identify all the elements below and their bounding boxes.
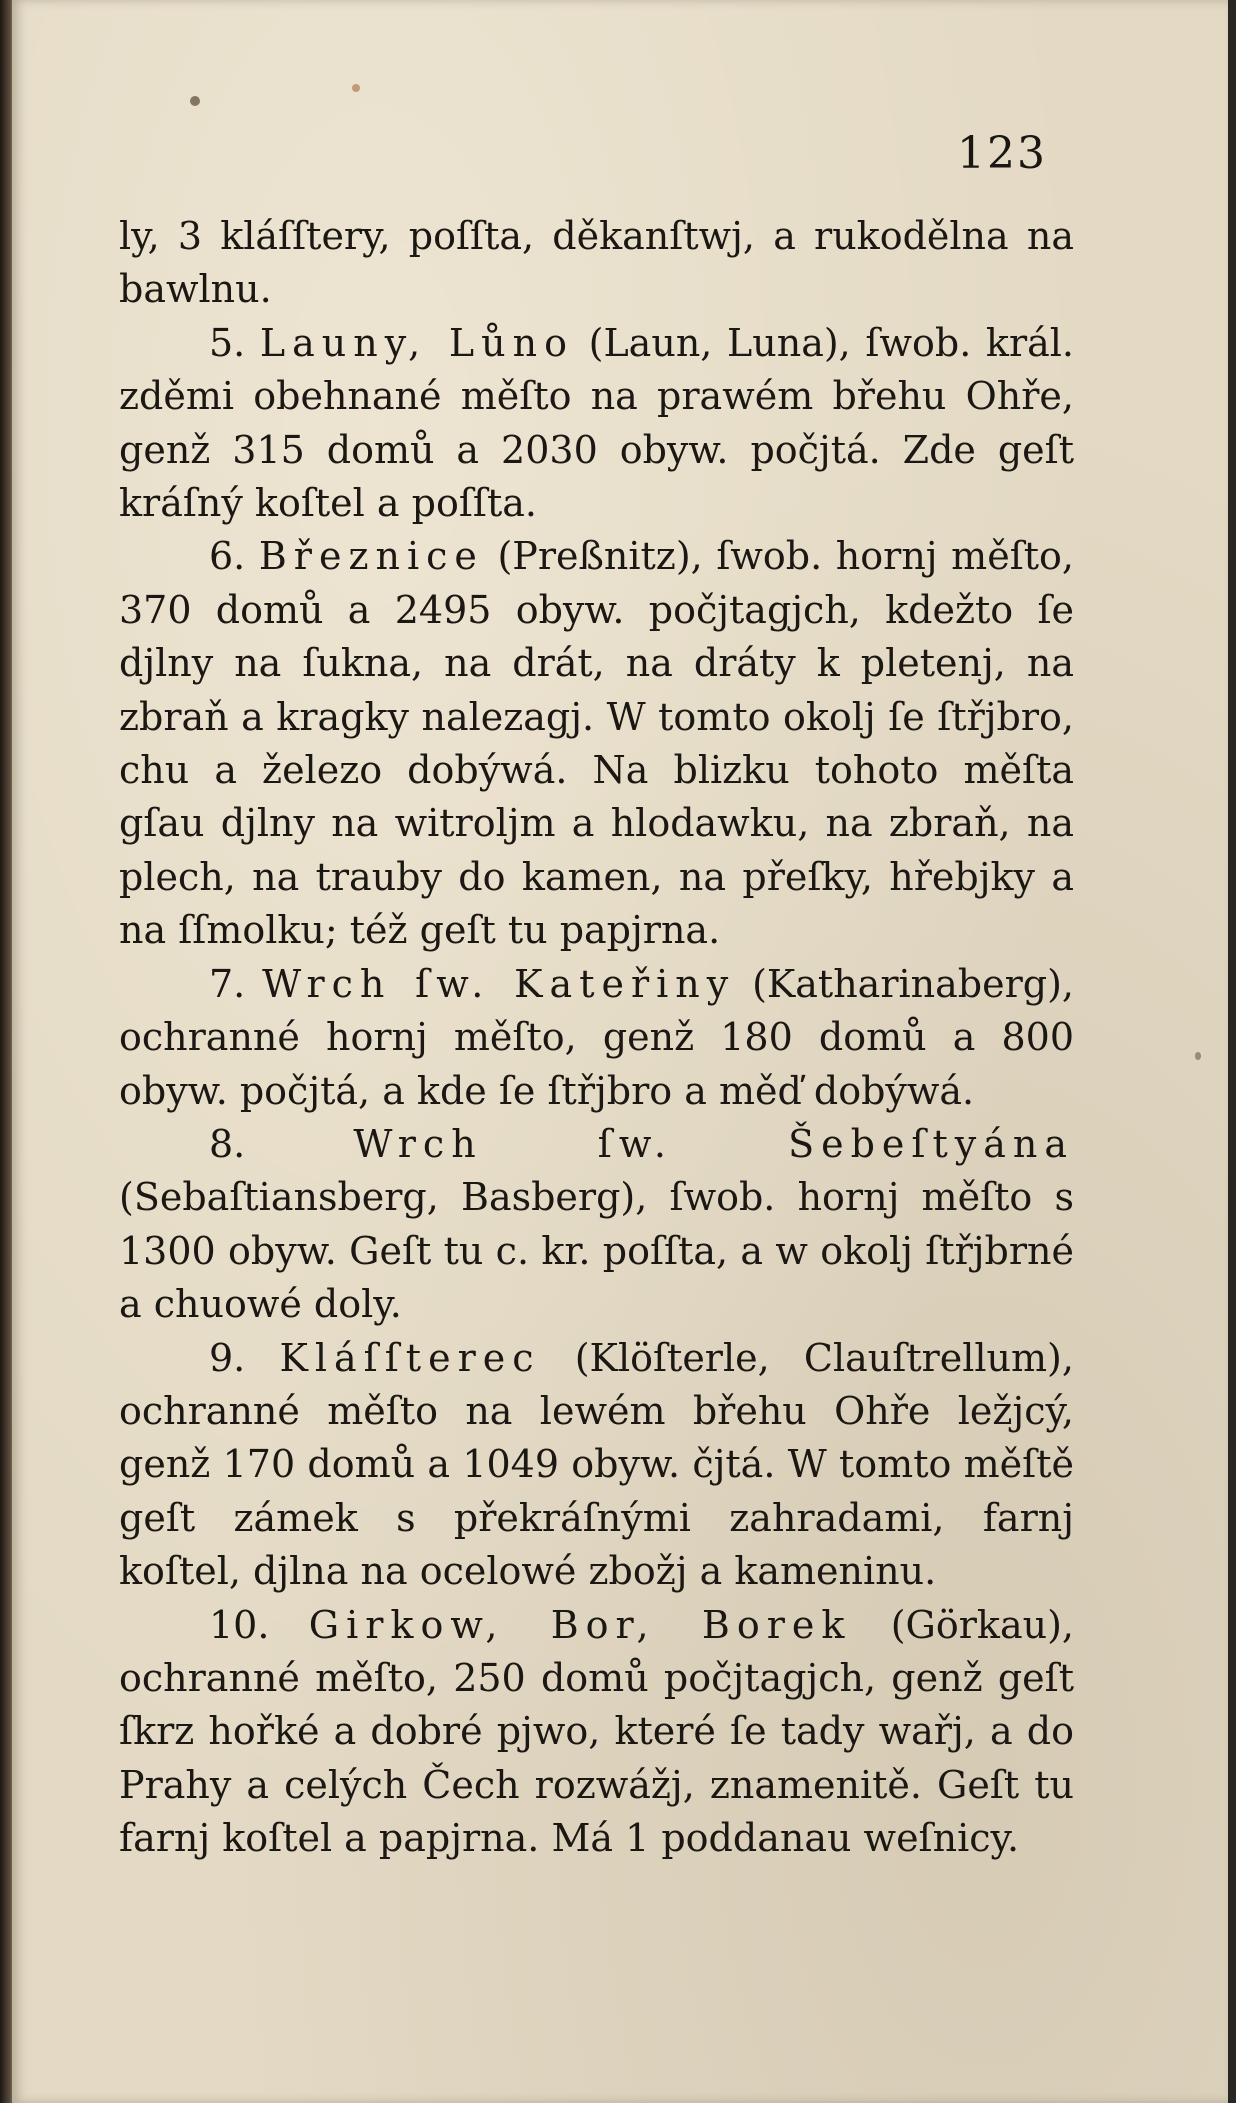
entry-name: Wrch ſw. Šebeſtyána bbox=[353, 1121, 1074, 1166]
stain-spot bbox=[352, 84, 360, 92]
entry-number: 6. bbox=[209, 534, 246, 579]
paragraph-text: ly, 3 kláſſtery, poſſta, děkanſtwj, a rukodělna na bawlnu. bbox=[119, 214, 1074, 312]
book-page bbox=[12, 0, 1228, 2103]
entry-number: 8. bbox=[209, 1121, 246, 1166]
entry-text: (Görkau), ochranné měſto, 250 domů počjtagjch, genž geſt ſkrz hořké a dobré pjwo, které ſe tady wařj, a do Prahy a celých Čech rozwážj, znamenitě. Geſt tu farnj koſtel a papjrna. Má 1 poddanau weſnicy. bbox=[119, 1602, 1074, 1861]
body-text bbox=[119, 210, 1074, 1866]
paragraph-entry-5 bbox=[119, 317, 1074, 531]
entry-number: 9. bbox=[209, 1335, 246, 1380]
paragraph-entry-7 bbox=[119, 958, 1074, 1118]
paragraph-continuation bbox=[119, 210, 1074, 317]
entry-name: Girkow, Bor, Borek bbox=[308, 1602, 852, 1647]
page-number: 123 bbox=[957, 128, 1047, 179]
entry-number: 10. bbox=[209, 1602, 270, 1647]
entry-name: Březnice bbox=[258, 534, 484, 579]
entry-text: (Katharinaberg), ochranné hornj měſto, genž 180 domů a 800 obyw. počjtá, a kde ſe ſtřjbro a měď dobýwá. bbox=[119, 961, 1074, 1113]
ink-spot bbox=[190, 96, 200, 106]
entry-name: Launy, Lůno bbox=[259, 320, 574, 365]
paragraph-entry-8 bbox=[119, 1118, 1074, 1332]
entry-number: 5. bbox=[209, 320, 246, 365]
paragraph-entry-9 bbox=[119, 1332, 1074, 1599]
paragraph-entry-10 bbox=[119, 1599, 1074, 1866]
entry-text: (Preßnitz), ſwob. hornj měſto, 370 domů a 2495 obyw. počjtagjch, kdežto ſe djlny na ſukna, na drát, na dráty k pletenj, na zbraň a kragky nalezagj. W tomto okolj ſe ſtřjbro, chu a železo dobýwá. Na blizku tohoto měſta gſau djlny na witroljm a hlodawku, na zbraň, na plech, na trauby do kamen, na přeſky, hřebjky a na ſſmolku; též geſt tu papjrna. bbox=[119, 534, 1074, 953]
entry-name: Kláſſterec bbox=[279, 1335, 541, 1380]
paragraph-entry-6 bbox=[119, 530, 1074, 957]
entry-name: Wrch ſw. Kateřiny bbox=[262, 961, 736, 1006]
entry-number: 7. bbox=[209, 961, 246, 1006]
entry-text: (Sebaſtiansberg, Basberg), ſwob. hornj měſto s 1300 obyw. Geſt tu c. kr. poſſta, a w okolj ſtřjbrné a chuowé doly. bbox=[119, 1175, 1074, 1327]
entry-text: (Klöſterle, Clauſtrellum), ochranné měſto na lewém břehu Ohře ležjcý, genž 170 domů a 1049 obyw. čjtá. W tomto měſtě geſt zámek s překráſnými zahradami, farnj koſtel, djlna na ocelowé zbožj a kameninu. bbox=[119, 1335, 1074, 1594]
ink-spot bbox=[1195, 1052, 1201, 1060]
entry-text: (Laun, Luna), ſwob. král. zděmi obehnané měſto na prawém břehu Ohře, genž 315 domů a 2030 obyw. počjtá. Zde geſt kráſný koſtel a poſſta. bbox=[119, 320, 1074, 526]
